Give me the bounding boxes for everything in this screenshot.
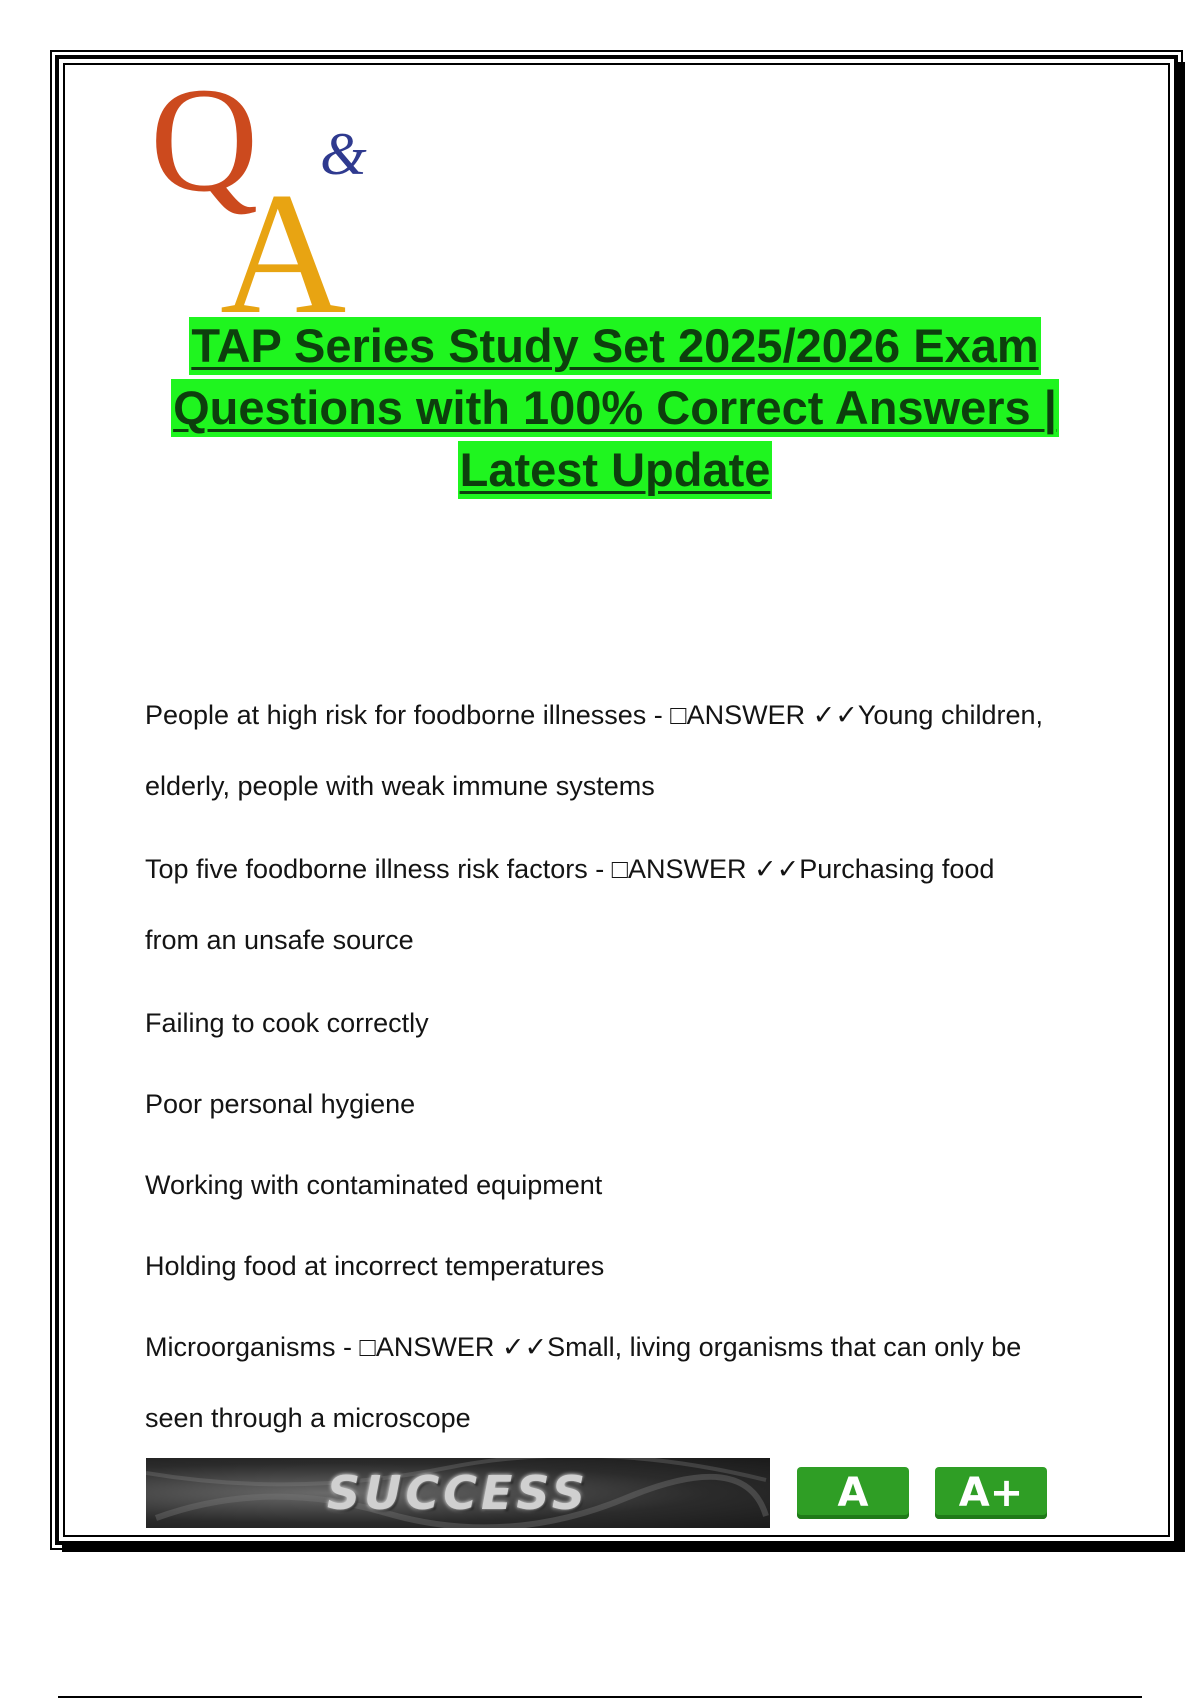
qa-line: from an unsafe source — [145, 925, 414, 955]
qa-line: Top five foodborne illness risk factors - □ANSWER ✓✓Purchasing food — [145, 854, 995, 884]
success-banner — [146, 1458, 770, 1528]
qa-line: seen through a microscope — [145, 1403, 471, 1433]
success-text: SUCCESS — [326, 1466, 590, 1520]
title-line-1: TAP Series Study Set 2025/2026 Exam — [189, 317, 1040, 375]
document-title — [60, 315, 1170, 501]
qa-line: Poor personal hygiene — [145, 1089, 416, 1119]
qa-line: People at high risk for foodborne illnesses - □ANSWER ✓✓Young children, — [145, 700, 1044, 730]
qa-item-microorganisms — [145, 1312, 1105, 1454]
qa-item-cook — [145, 988, 1105, 1058]
title-line-3: Latest Update — [458, 441, 773, 499]
logo-q: Q — [150, 72, 259, 223]
qa-item-equipment — [145, 1150, 1105, 1220]
qa-line: Working with contaminated equipment — [145, 1170, 603, 1200]
qa-item-risk-factors — [145, 834, 1105, 976]
qa-line: Microorganisms - □ANSWER ✓✓Small, living organisms that can only be — [145, 1332, 1022, 1362]
qa-logo — [150, 72, 460, 317]
logo-a: A — [220, 156, 347, 317]
qa-list — [145, 680, 1105, 1466]
title-line-2: Questions with 100% Correct Answers | — [171, 379, 1059, 437]
footer-rule — [58, 1696, 1142, 1698]
qa-item-hygiene — [145, 1069, 1105, 1139]
qa-item-temperatures — [145, 1231, 1105, 1301]
qa-line: Holding food at incorrect temperatures — [145, 1251, 605, 1281]
grade-a-plus-badge: A+ — [935, 1467, 1047, 1519]
qa-line: Failing to cook correctly — [145, 1008, 429, 1038]
logo-ampersand: & — [320, 121, 367, 187]
qa-item-high-risk — [145, 680, 1105, 822]
grade-a-badge: A — [797, 1467, 909, 1519]
qa-line: elderly, people with weak immune systems — [145, 771, 655, 801]
